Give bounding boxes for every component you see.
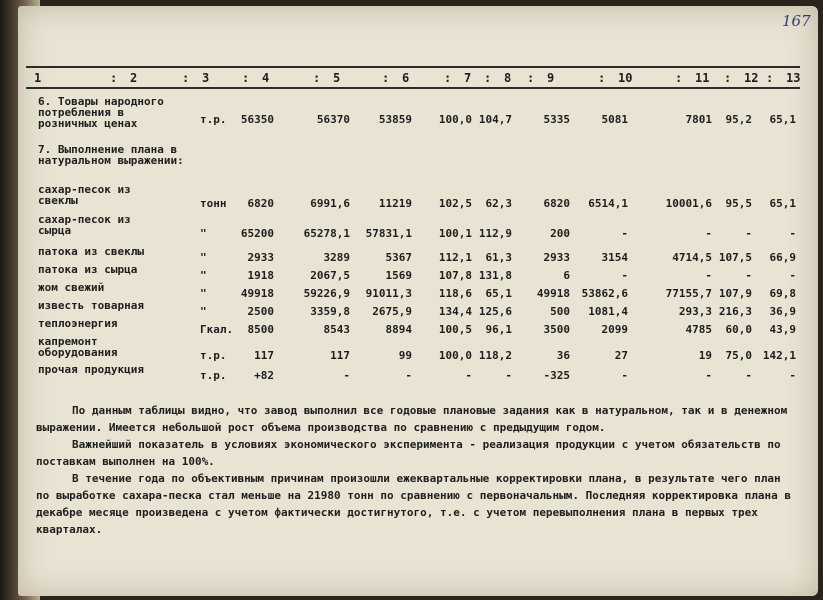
table-cell: 65200: [240, 227, 274, 240]
table-cell: 142,1: [762, 349, 796, 362]
paragraph-2: Важнейший показатель в условиях экономического эксперимента - реализация продукции с учетом обязательств по поставкам выполнен на 100%.: [36, 438, 781, 468]
table-cell: 4714,5: [672, 251, 712, 264]
table-cell: 7801: [685, 113, 712, 126]
table-cell: 56370: [316, 113, 350, 126]
table-cell: -: [343, 369, 350, 382]
table-cell: 107,9: [718, 287, 752, 300]
table-cell: 53859: [378, 113, 412, 126]
column-header: 5: [333, 71, 341, 85]
table-cell: 118,6: [438, 287, 472, 300]
table-cell: 36: [556, 349, 570, 362]
table-cell: 100,5: [438, 323, 472, 336]
row-label: сахар-песок из свеклы: [38, 183, 131, 207]
table-cell: 95,5: [725, 197, 752, 210]
table-cell: 8500: [247, 323, 274, 336]
column-header: 1: [34, 71, 42, 85]
table-cell: 131,8: [478, 269, 512, 282]
table-cell: 6: [563, 269, 570, 282]
row-unit: Гкал.: [200, 323, 234, 336]
table-cell: 104,7: [478, 113, 512, 126]
row-label: 7. Выполнение плана в натуральном выражении:: [38, 143, 184, 167]
column-separator: :: [313, 71, 321, 85]
row-unit: ": [200, 305, 207, 318]
table-cell: 3359,8: [310, 305, 350, 318]
table-cell: 4785: [685, 323, 712, 336]
table-cell: -: [789, 227, 796, 240]
column-header: 12: [744, 71, 759, 85]
table-cell: 5081: [601, 113, 628, 126]
paragraph-1: По данным таблицы видно, что завод выполнил все годовые плановые задания как в натуральном, так и в денежном выражении. Имеется небольшой рост объема производства по сравнению с предыдущим годом.: [36, 404, 788, 434]
column-header: 9: [547, 71, 555, 85]
table-cell: 49918: [240, 287, 274, 300]
table-cell: 69,8: [769, 287, 796, 300]
row-unit: тонн: [200, 197, 227, 210]
table-cell: 112,1: [438, 251, 472, 264]
table-cell: 112,9: [478, 227, 512, 240]
table-cell: -: [621, 369, 628, 382]
table-cell: 53862,6: [581, 287, 628, 300]
column-header: 3: [202, 71, 210, 85]
column-separator: :: [444, 71, 452, 85]
table-cell: 2933: [247, 251, 274, 264]
table-cell: -: [745, 369, 752, 382]
table-cell: 6514,1: [588, 197, 628, 210]
paragraph-3: В течение года по объективным причинам произошли ежеквартальные корректировки плана, в результате чего план по выработке сахара-песка стал меньше на 21980 тонн по сравнению с первоначальным. Последняя корректировка плана в декабре месяце произведена с учетом фактически достигнутого, т.е. с учетом перевыполнения плана в первых трех кварталах.: [36, 472, 791, 536]
table-cell: 99: [398, 349, 412, 362]
column-separator: :: [675, 71, 683, 85]
column-header: 13: [786, 71, 801, 85]
row-unit: ": [200, 251, 207, 264]
table-cell: 125,6: [478, 305, 512, 318]
table-cell: -: [789, 369, 796, 382]
row-unit: т.р.: [200, 113, 227, 126]
table-cell: 216,3: [718, 305, 752, 318]
table-cell: 200: [550, 227, 570, 240]
table-cell: 500: [550, 305, 570, 318]
column-separator: :: [724, 71, 732, 85]
column-header: 6: [402, 71, 410, 85]
table-cell: 59226,9: [303, 287, 350, 300]
table-cell: 100,1: [438, 227, 472, 240]
row-label: 6. Товары народного потребления в розничных ценах: [38, 95, 164, 130]
table-cell: 65,1: [769, 197, 796, 210]
table-cell: +82: [254, 369, 274, 382]
table-cell: 66,9: [769, 251, 796, 264]
table-cell: 6991,6: [310, 197, 350, 210]
table-cell: 65278,1: [303, 227, 350, 240]
table-cell: -: [405, 369, 412, 382]
table-cell: 2099: [601, 323, 628, 336]
table-cell: 8894: [385, 323, 412, 336]
table-cell: 3154: [601, 251, 628, 264]
table-cell: 5367: [385, 251, 412, 264]
row-label: прочая продукция: [38, 363, 144, 376]
table-cell: 1081,4: [588, 305, 628, 318]
table-cell: 65,1: [485, 287, 512, 300]
table-cell: -: [621, 269, 628, 282]
table-cell: 10001,6: [665, 197, 712, 210]
table-cell: -: [705, 227, 712, 240]
column-separator: :: [766, 71, 774, 85]
table-cell: 1569: [385, 269, 412, 282]
column-header: 4: [262, 71, 270, 85]
table-cell: 57831,1: [365, 227, 412, 240]
table-cell: 91011,3: [365, 287, 412, 300]
table-cell: 107,8: [438, 269, 472, 282]
column-header: 2: [130, 71, 138, 85]
row-label: капремонт оборудования: [38, 335, 118, 359]
table-cell: 3289: [323, 251, 350, 264]
column-separator: :: [110, 71, 118, 85]
table-cell: 96,1: [485, 323, 512, 336]
row-unit: ": [200, 269, 207, 282]
table-cell: -325: [543, 369, 570, 382]
column-separator: :: [382, 71, 390, 85]
table-cell: 134,4: [438, 305, 472, 318]
table-cell: 293,3: [678, 305, 712, 318]
row-label: сахар-песок из сырца: [38, 213, 131, 237]
table-top-rule: [26, 66, 800, 68]
table-cell: 49918: [536, 287, 570, 300]
table-cell: 75,0: [725, 349, 752, 362]
table-cell: -: [621, 227, 628, 240]
table-cell: 2067,5: [310, 269, 350, 282]
table-cell: -: [505, 369, 512, 382]
table-cell: 100,0: [438, 113, 472, 126]
table-cell: 3500: [543, 323, 570, 336]
table-cell: 6820: [247, 197, 274, 210]
column-header: 8: [504, 71, 512, 85]
table-cell: 77155,7: [665, 287, 712, 300]
table-cell: 118,2: [478, 349, 512, 362]
row-unit: т.р.: [200, 369, 227, 382]
row-label: известь товарная: [38, 299, 144, 312]
table-cell: 65,1: [769, 113, 796, 126]
row-unit: ": [200, 287, 207, 300]
table-cell: 100,0: [438, 349, 472, 362]
column-separator: :: [182, 71, 190, 85]
table-cell: 117: [330, 349, 350, 362]
table-cell: 1918: [247, 269, 274, 282]
row-label: патока из сырца: [38, 263, 138, 276]
column-separator: :: [242, 71, 250, 85]
table-cell: 60,0: [725, 323, 752, 336]
column-header: 10: [618, 71, 633, 85]
table-cell: 2675,9: [372, 305, 412, 318]
row-unit: т.р.: [200, 349, 227, 362]
table-cell: 95,2: [725, 113, 752, 126]
table-cell: 62,3: [485, 197, 512, 210]
table-cell: 8543: [323, 323, 350, 336]
table-cell: -: [705, 269, 712, 282]
column-separator: :: [527, 71, 535, 85]
table-cell: 19: [698, 349, 712, 362]
page-number: 167: [782, 12, 811, 30]
row-label: жом свежий: [38, 281, 105, 294]
table-cell: 27: [614, 349, 628, 362]
row-label: патока из свеклы: [38, 245, 144, 258]
table-cell: 11219: [378, 197, 412, 210]
table-cell: 61,3: [485, 251, 512, 264]
table-cell: -: [789, 269, 796, 282]
table-cell: 102,5: [438, 197, 472, 210]
row-label: теплоэнергия: [38, 317, 118, 330]
table-cell: 2500: [247, 305, 274, 318]
column-separator: :: [598, 71, 606, 85]
table-cell: 56350: [240, 113, 274, 126]
column-header: 7: [464, 71, 472, 85]
column-separator: :: [484, 71, 492, 85]
row-unit: ": [200, 227, 207, 240]
table-cell: 43,9: [769, 323, 796, 336]
table-cell: -: [745, 227, 752, 240]
table-cell: 2933: [543, 251, 570, 264]
table-cell: -: [465, 369, 472, 382]
table-cell: 5335: [543, 113, 570, 126]
table-cell: 117: [254, 349, 274, 362]
column-header: 11: [695, 71, 710, 85]
table-header-rule: [26, 87, 800, 89]
table-cell: -: [705, 369, 712, 382]
table-cell: 36,9: [769, 305, 796, 318]
table-cell: 107,5: [718, 251, 752, 264]
table-cell: 6820: [543, 197, 570, 210]
table-cell: -: [745, 269, 752, 282]
